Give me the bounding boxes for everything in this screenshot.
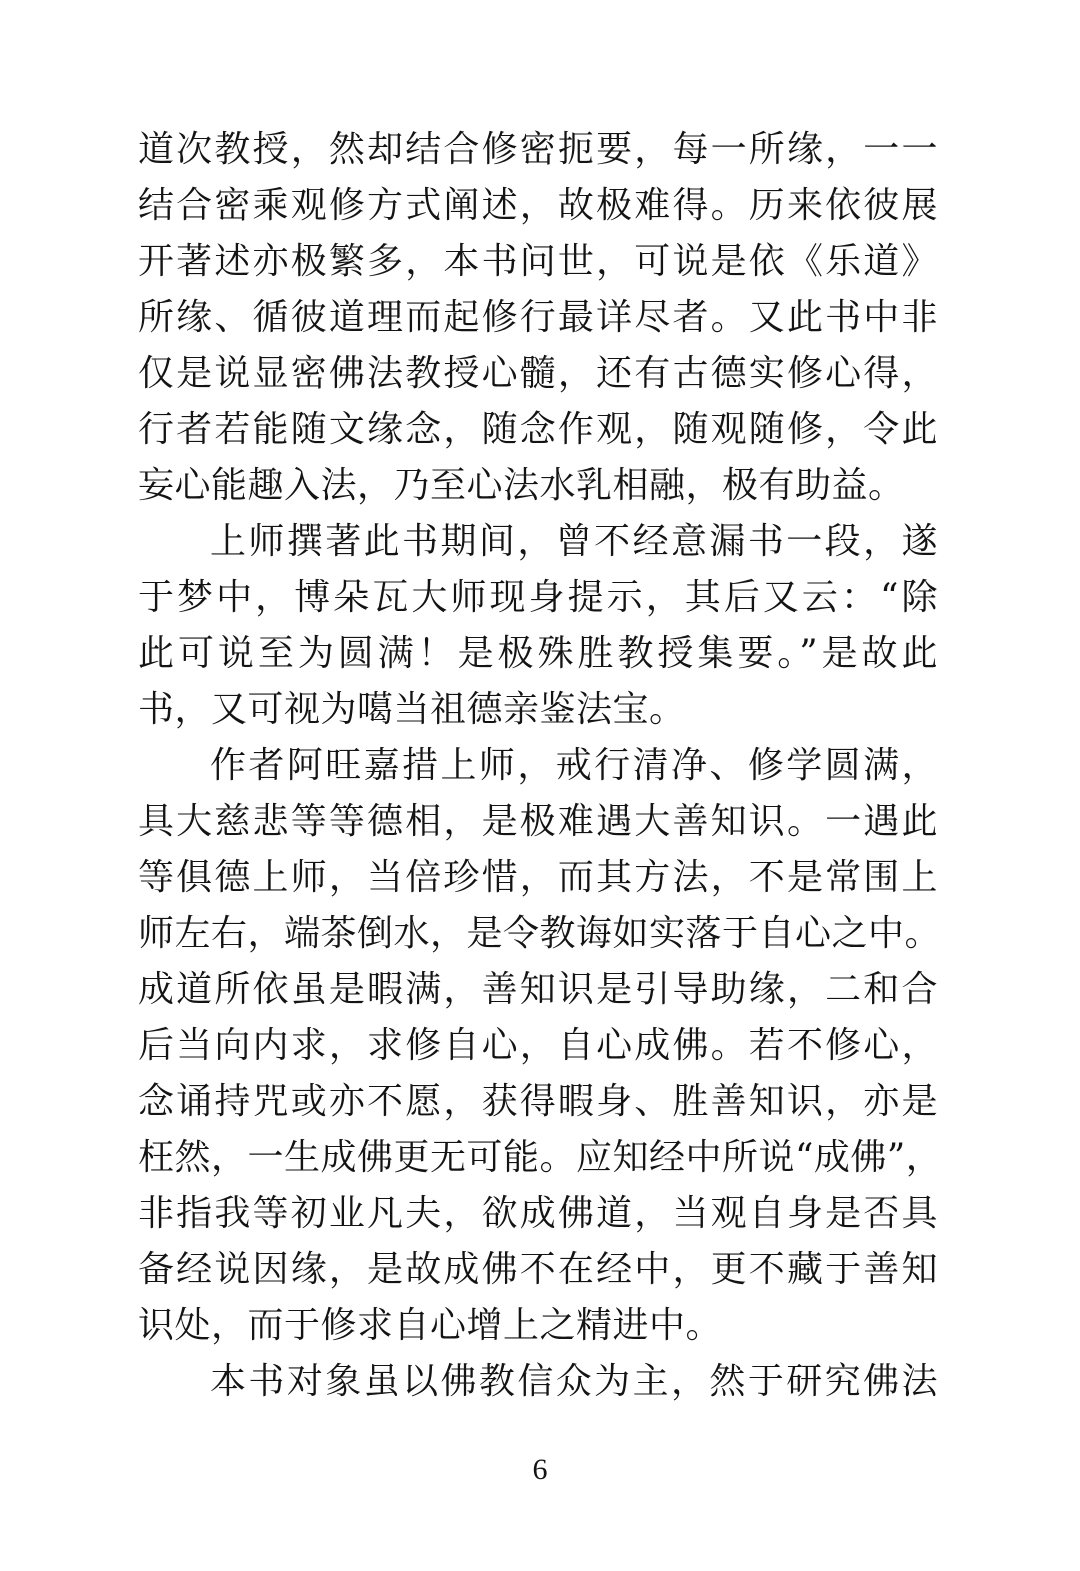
text-line: 上师撰著此书期间，曾不经意漏书一段，遂 bbox=[210, 521, 938, 562]
text-line: 开著述亦极繁多，本书问世，可说是依《乐道》 bbox=[138, 241, 938, 282]
body-text bbox=[138, 122, 943, 1410]
text-line: 成道所依虽是暇满，善知识是引导助缘，二和合 bbox=[138, 969, 938, 1010]
text-line: 识处，而于修求自心增上之精进中。 bbox=[138, 1305, 723, 1346]
text-line: 念诵持咒或亦不愿，获得暇身、胜善知识，亦是 bbox=[138, 1081, 938, 1122]
text-line: 备经说因缘，是故成佛不在经中，更不藏于善知 bbox=[138, 1249, 938, 1290]
text-line: 所缘、循彼道理而起修行最详尽者。又此书中非 bbox=[138, 297, 938, 338]
text-line: 师左右，端茶倒水，是令教诲如实落于自心之中。 bbox=[138, 913, 942, 954]
text-line: 作者阿旺嘉措上师，戒行清净、修学圆满， bbox=[210, 745, 938, 786]
text-line: 妄心能趣入法，乃至心法水乳相融，极有助益。 bbox=[138, 465, 905, 506]
text-line: 结合密乘观修方式阐述，故极难得。历来依彼展 bbox=[138, 185, 938, 226]
page-number: 6 bbox=[532, 1453, 548, 1486]
text-line: 此可说至为圆满！是极殊胜教授集要。”是故此 bbox=[138, 633, 938, 674]
text-line: 具大慈悲等等德相，是极难遇大善知识。一遇此 bbox=[138, 801, 938, 842]
text-line: 非指我等初业凡夫，欲成佛道，当观自身是否具 bbox=[138, 1193, 938, 1234]
text-line: 仅是说显密佛法教授心髓，还有古德实修心得， bbox=[138, 353, 938, 394]
text-line: 书，又可视为噶当祖德亲鉴法宝。 bbox=[138, 689, 686, 730]
text-line: 本书对象虽以佛教信众为主，然于研究佛法 bbox=[210, 1361, 938, 1402]
text-line: 于梦中，博朵瓦大师现身提示，其后又云：“除 bbox=[138, 577, 938, 618]
text-line: 等俱德上师，当倍珍惜，而其方法，不是常围上 bbox=[138, 857, 938, 898]
text-line: 枉然，一生成佛更无可能。应知经中所说“成佛”， bbox=[138, 1137, 943, 1178]
text-line: 行者若能随文缘念，随念作观，随观随修，令此 bbox=[138, 409, 938, 450]
text-line: 道次教授，然却结合修密扼要，每一所缘，一一 bbox=[138, 129, 938, 170]
text-line: 后当向内求，求修自心，自心成佛。若不修心， bbox=[138, 1025, 938, 1066]
